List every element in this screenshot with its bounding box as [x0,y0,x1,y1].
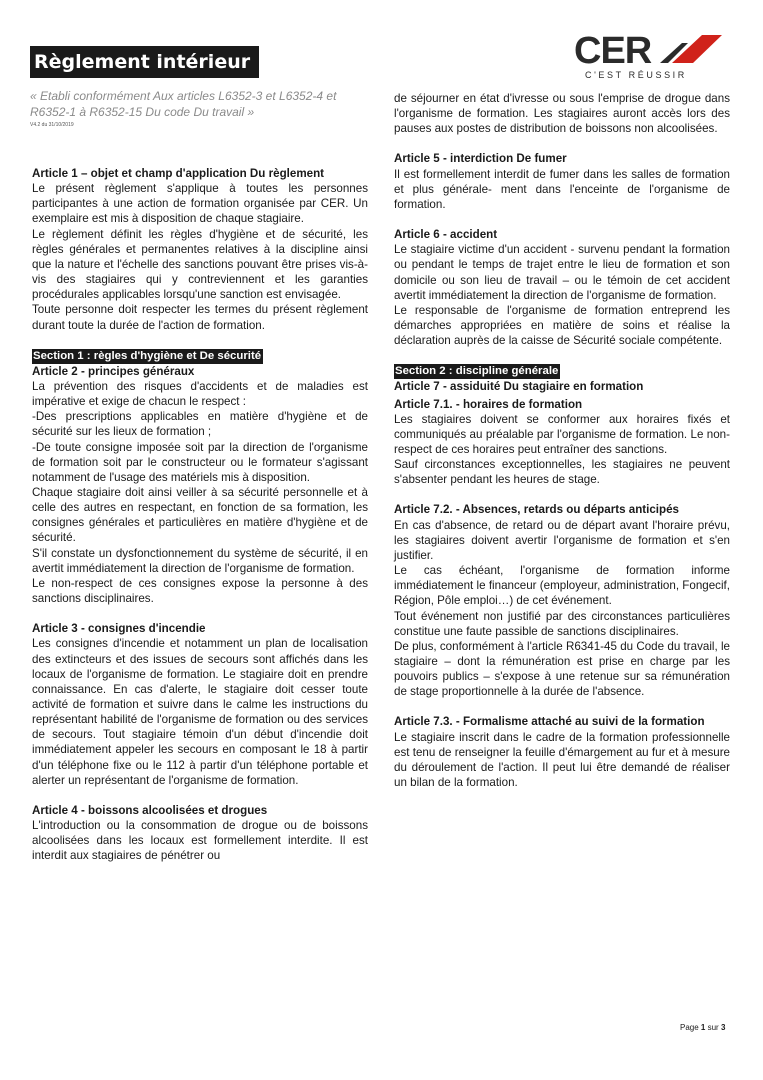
article-7-1-paragraph: Les stagiaires doivent se conformer aux horaires fixés et communiqués au préalable par l'organisme de formation. Le non-respect de ces horaires peut entraîner des sanctions. [394,412,730,456]
cer-logo-graphic [572,30,724,82]
page-total: 3 [720,1023,726,1032]
right-column [394,91,730,790]
article-5 [394,151,730,212]
cer-logo [572,30,724,82]
article-1-paragraph: Toute personne doit respecter les termes du présent règlement durant toute la durée de l'action de formation. [32,303,368,332]
article-4-paragraph: de séjourner en état d'ivresse ou sous l'emprise de drogue dans l'organisme de formation. Les stagiaires auront accès lors des pauses aux postes de distribution de boissons non alcoolisées. [394,92,730,136]
article-2-paragraph: Chaque stagiaire doit ainsi veiller à sa sécurité personnelle et à celle des autres en respectant, en fonction de sa formation, les consignes générales et particulières en matière d'hygiène et de sécurité. [32,485,368,545]
logo-tagline: C'EST RÉUSSIR [585,70,687,80]
article-1-paragraph: Le règlement définit les règles d'hygiène et de sécurité, les règles générales et permanentes relatives à la discipline ainsi que la nature et l'échelle des sanctions pouvant être prises vis-à-vis des stagiaires qui y contreviennent et les garanties procédurales applicables lorsqu'une sanction est envisagée. [32,227,368,302]
article-7-1 [394,397,730,488]
document-subtitle: « Etabli conformément Aux articles L6352-3 et L6352-4 et R6352-1 à R6352-15 Du code Du travail » [30,89,337,119]
article-3-paragraph: Les consignes d'incendie et notamment un plan de localisation des extincteurs et des issues de secours sont affichés dans les locaux de l'organisme de formation. Le stagiaire doit en prendre connaissance. En cas d'alerte, le stagiaire doit cesser toute activité de formation et suivre dans le calme les instructions du représentant habilité de l'organisme de formation ou des services de secours. Tout stagiaire témoin d'un début d'incendie doit immédiatement appeler les secours en composant le 18 à partir d'un téléphone fixe ou le 112 à partir d'un téléphone portable et alerter un représentant de l'organisme de formation. [32,637,368,787]
version-note: V4.2 du 31/10/2019 [30,122,74,128]
article-1-title: Article 1 – objet et champ d'application Du règlement [32,167,325,180]
article-3-title: Article 3 - consignes d'incendie [32,622,206,636]
article-6 [394,227,730,348]
article-7-2-paragraph: De plus, conformément à l'article R6341-45 du Code du travail, le stagiaire – dont la rémunération est prise en charge par les pouvoirs publics – s'expose à une retenue sur sa rémunération de stage proportionnelle à la durée de l'absence. [394,639,730,699]
article-7-3 [394,714,730,790]
article-7-title: Article 7 - assiduité Du stagiaire en formation [394,380,644,394]
article-7-1-title: Article 7.1. - horaires de formation [394,397,583,411]
article-6-title: Article 6 - accident [394,228,498,242]
article-5-title: Article 5 - interdiction De fumer [394,152,567,166]
logo-mark: CER [574,30,652,72]
article-2-paragraph: La prévention des risques d'accidents et de maladies est impérative et exige de chacun le respect : [32,379,368,409]
article-3 [32,621,368,788]
article-1-paragraph: Le présent règlement s'applique à toutes les personnes participantes à une action de formation organisée par CER. Un exemplaire est mis à disposition de chaque stagiaire. [32,182,368,226]
article-7-2-paragraph: Le cas échéant, l'organisme de formation informe immédiatement le financeur (employeur, administration, Fongecif, Région, Pôle emploi…) de cet événement. [394,564,730,608]
article-4-continued [394,91,730,136]
section-1-heading: Section 1 : règles d'hygiène et De sécurité [33,349,262,362]
article-4-title: Article 4 - boissons alcoolisées et drogues [32,803,268,817]
article-7-3-title: Article 7.3. - Formalisme attaché au suivi de la formation [394,715,705,729]
article-7-2-paragraph: En cas d'absence, de retard ou de départ avant l'horaire prévu, les stagiaires doivent avertir l'organisme de formation et s'en justifier. [394,518,730,562]
article-2-paragraph: S'il constate un dysfonctionnement du système de sécurité, il en avertit immédiatement la direction de l'organisme de formation. [32,546,368,575]
article-7-2 [394,502,730,699]
article-2-paragraph: -De toute consigne imposée soit par la direction de l'organisme de formation soit par le constructeur ou le formateur s'agissant notamment de l'usage des matériels mis à disposition. [32,440,368,484]
article-7 [394,379,730,394]
page-current: 1 [700,1023,706,1032]
article-2 [32,364,368,607]
page-separator: sur [707,1023,719,1032]
page-label: Page [680,1023,699,1032]
article-2-title: Article 2 - principes généraux [32,364,195,378]
article-6-paragraph: Le responsable de l'organisme de formation entreprend les démarches appropriées en matière de soins et réalise la déclaration auprès de la caisse de Sécurité sociale compétente. [394,303,730,348]
article-4-paragraph: L'introduction ou la consommation de drogue ou de boissons alcoolisées dans les locaux est formellement interdite. Il est interdit aux stagiaires de pénétrer ou [32,819,368,863]
article-5-paragraph: Il est formellement interdit de fumer dans les salles de formation et plus générale- ment dans l'enceinte de l'organisme de formation. [394,167,730,211]
article-2-paragraph: Le non-respect de ces consignes expose la personne à des sanctions disciplinaires. [32,576,368,606]
document-title: Règlement intérieur [30,46,259,78]
section-2-heading: Section 2 : discipline générale [395,365,559,378]
article-2-paragraph: -Des prescriptions applicables en matière d'hygiène et de sécurité sur les lieux de formation ; [32,410,368,439]
article-7-1-paragraph: Sauf circonstances exceptionnelles, les stagiaires ne peuvent s'absenter pendant les heures de stage. [394,458,730,487]
article-4 [32,803,368,864]
article-7-2-paragraph: Tout événement non justifié par des circonstances particulières constitue une faute passible de sanctions disciplinaires. [394,609,730,638]
article-1 [32,166,368,333]
left-column [32,166,368,864]
page-number [680,1023,725,1032]
article-7-2-title: Article 7.2. - Absences, retards ou départs anticipés [394,503,680,517]
article-6-paragraph: Le stagiaire victime d'un accident - survenu pendant la formation ou pendant le temps de trajet entre le lieu de formation et son domicile ou son lieu de travail – ou le témoin de cet accident avertit immédiatement la direction de l'organisme de formation. [394,243,730,302]
article-7-3-paragraph: Le stagiaire inscrit dans le cadre de la formation professionnelle est tenu de renseigner la feuille d'émargement au fur et à mesure du déroulement de l'action. Il peut lui être demandé de réaliser un bilan de la formation. [394,730,730,790]
